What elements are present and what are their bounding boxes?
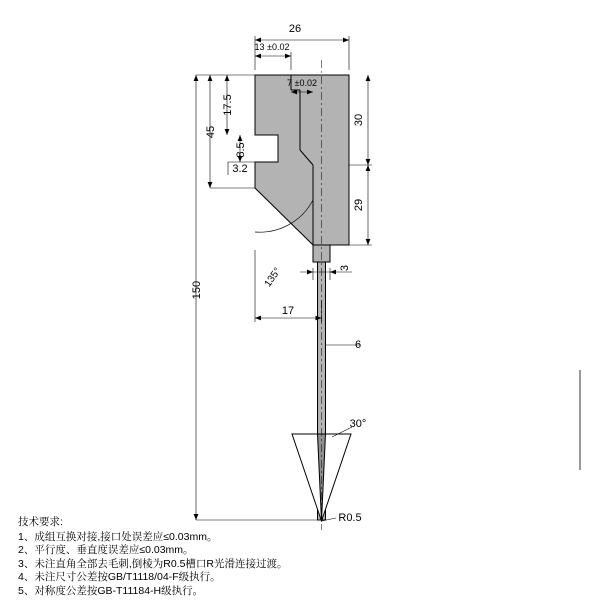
note-item-2: 2、平行度、垂直度误差应≤0.03mm。	[18, 544, 194, 556]
dim-height-30: 30	[353, 113, 365, 127]
technical-requirements	[18, 516, 348, 598]
dim-tip-angle: 30°	[349, 418, 367, 430]
dim-angle-135: 135°	[262, 265, 284, 290]
dim-overall-height: 150	[191, 280, 203, 300]
dim-height-29: 29	[353, 198, 365, 212]
dim-top-width: 26	[288, 23, 302, 35]
note-item-4: 4、未注尺寸公差按GB/T1118/04-F级执行。	[18, 571, 221, 583]
dim-width-17: 17	[281, 305, 295, 317]
note-item-1: 1、成组互换对接,接口处误差应≤0.03mm。	[18, 530, 218, 543]
dim-blade-thickness: 3	[339, 264, 351, 272]
dim-height-8-5: 8.5	[235, 142, 247, 158]
dim-height-17-5: 17.5	[222, 94, 234, 116]
dim-width-3-2: 3.2	[232, 163, 248, 175]
note-item-3: 3、未注直角全部去毛刺,倒棱为R0.5槽口R光滑连接过渡。	[18, 557, 288, 570]
notes-title: 技术要求:	[18, 516, 63, 528]
note-item-5: 5、对称度公差按GB-T11184-H级执行。	[18, 584, 204, 597]
dim-notch-width: 7 ±0.02	[287, 78, 317, 88]
dim-tip-radius: R0.5	[338, 512, 362, 524]
dim-height-45: 45	[205, 125, 217, 139]
dim-shank-width: 6	[354, 339, 362, 351]
dim-top-left-width: 13 ±0.02	[254, 42, 290, 52]
